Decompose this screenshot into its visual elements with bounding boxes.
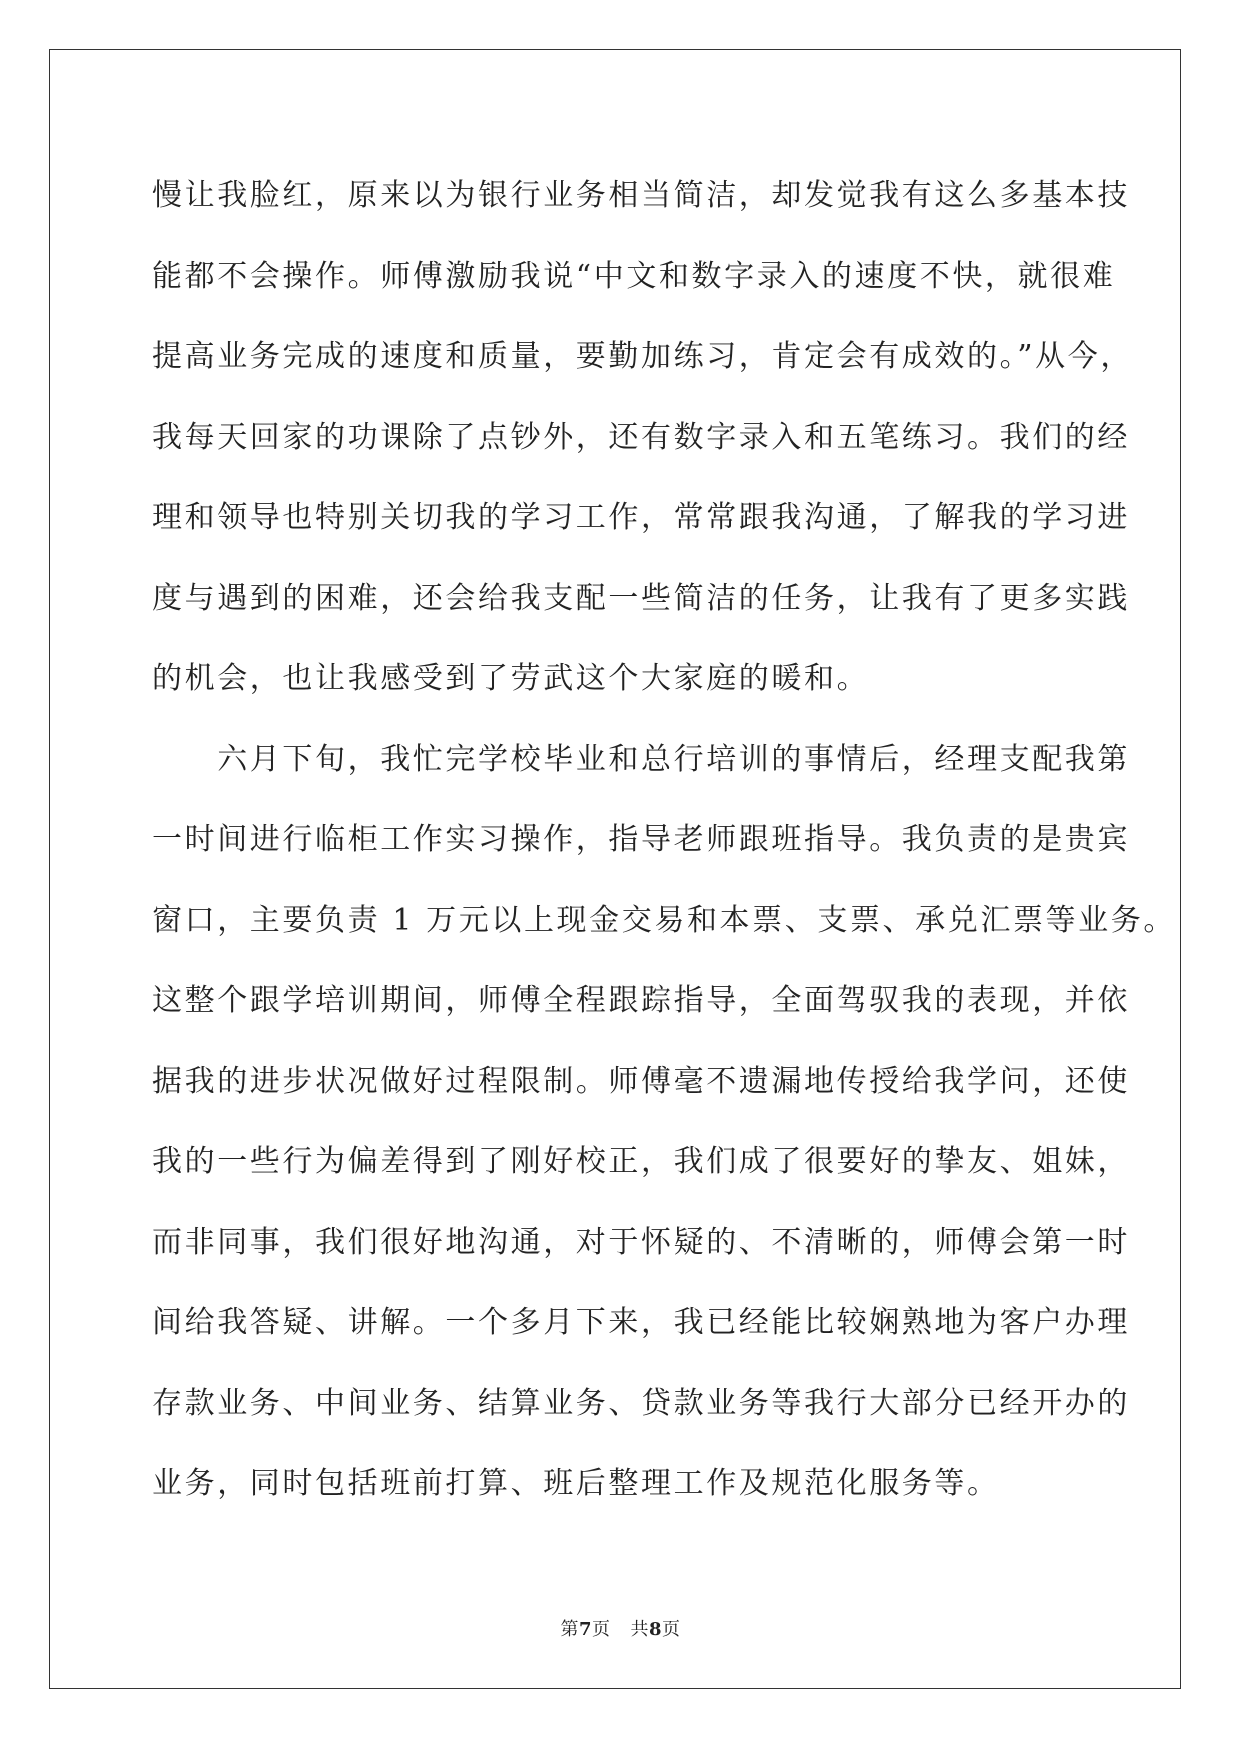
text-line-12: 据我的进步状况做好过程限制。师傅毫不遗漏地传授给我学问，还使 xyxy=(152,1063,1130,1099)
text-line-8: 六月下旬，我忙完学校毕业和总行培训的事情后，经理支配我第 xyxy=(152,741,1130,777)
text-line-9: 一时间进行临柜工作实习操作，指导老师跟班指导。我负责的是贵宾 xyxy=(152,822,1130,857)
text-line-10: 窗口，主要负责 1 万元以上现金交易和本票、支票、承兑汇票等业务。 xyxy=(152,902,1176,938)
text-line-13: 我的一些行为偏差得到了刚好校正，我们成了很要好的挚友、姐妹， xyxy=(152,1144,1130,1179)
total-prefix: 共 xyxy=(630,1619,649,1640)
text-line-7: 的机会，也让我感受到了劳武这个大家庭的暖和。 xyxy=(152,661,870,696)
document-body xyxy=(152,156,1176,1525)
page-current: 7 xyxy=(578,1619,592,1640)
page-suffix: 页 xyxy=(592,1619,611,1640)
text-line-2: 能都不会操作。师傅激励我说“中文和数字录入的速度不快，就很难 xyxy=(152,258,1116,294)
text-line-11: 这整个跟学培训期间，师傅全程跟踪指导，全面驾驭我的表现，并依 xyxy=(152,983,1130,1018)
page-footer xyxy=(0,1615,1241,1641)
text-line-3: 提高业务完成的速度和质量，要勤加练习，肯定会有成效的。”从今， xyxy=(152,339,1133,374)
text-line-14: 而非同事，我们很好地沟通，对于怀疑的、不清晰的，师傅会第一时 xyxy=(152,1224,1130,1260)
text-line-16: 存款业务、中间业务、结算业务、贷款业务等我行大部分已经开办的 xyxy=(152,1385,1130,1421)
text-line-5: 理和领导也特别关切我的学习工作，常常跟我沟通，了解我的学习进 xyxy=(152,500,1130,535)
text-line-15: 间给我答疑、讲解。一个多月下来，我已经能比较娴熟地为客户办理 xyxy=(152,1305,1130,1340)
page-total: 8 xyxy=(649,1619,663,1640)
total-suffix: 页 xyxy=(662,1619,681,1640)
page-prefix: 第 xyxy=(560,1619,579,1640)
text-line-6: 度与遇到的困难，还会给我支配一些简洁的任务，让我有了更多实践 xyxy=(152,580,1130,616)
text-line-4: 我每天回家的功课除了点钞外，还有数字录入和五笔练习。我们的经 xyxy=(152,419,1130,455)
text-line-1: 慢让我脸红，原来以为银行业务相当简洁，却发觉我有这么多基本技 xyxy=(152,178,1130,213)
text-line-17: 业务，同时包括班前打算、班后整理工作及规范化服务等。 xyxy=(152,1466,1000,1501)
